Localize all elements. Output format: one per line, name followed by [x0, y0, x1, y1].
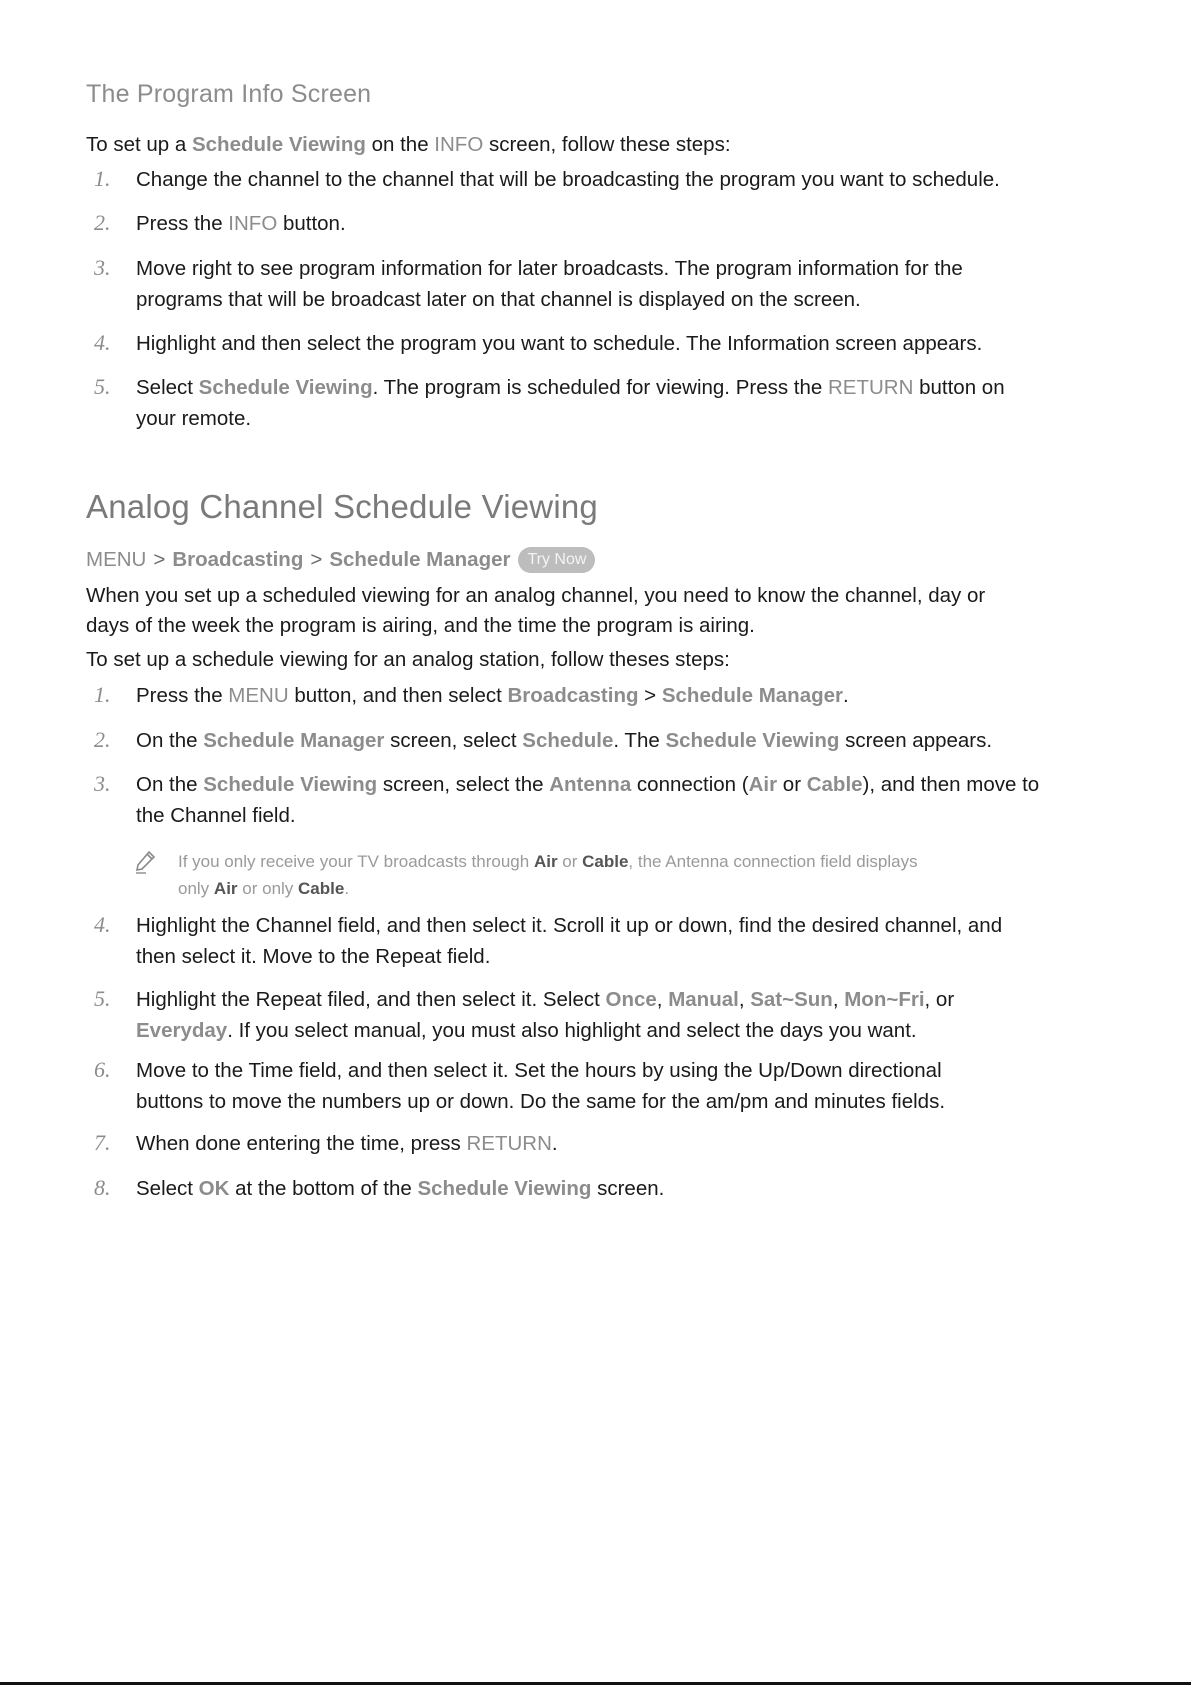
step-text: When done entering the time, press RETURN. — [136, 1132, 558, 1155]
step-number: 1. — [94, 166, 111, 191]
step-text: Highlight the Repeat filed, and then select it. Select Once, Manual, Sat~Sun, Mon~Fri, or Everyday. If you select manual, you must also highlight and select the days you want. — [136, 988, 955, 1042]
step-text: Select OK at the bottom of the Schedule Viewing screen. — [136, 1177, 665, 1200]
schedule-viewing-ref: Schedule Viewing — [191, 133, 366, 156]
step-number: 4. — [94, 330, 111, 355]
page-title: Analog Channel Schedule Viewing — [86, 488, 598, 525]
note-text: If you only receive your TV broadcasts through Air or Cable, the Antenna connection field displays only Air or only Cable. — [178, 852, 918, 898]
step-text: Move to the Time field, and then select it. Set the hours by using the Up/Down directional buttons to move the numbers up or down. Do the same for the am/pm and minutes fields. — [136, 1059, 946, 1113]
step-number: 8. — [94, 1175, 111, 1200]
step-text: Highlight the Channel field, and then select it. Scroll it up or down, find the desired channel, and then select it. Move to the Repeat field. — [136, 914, 1003, 968]
breadcrumb-schedule-manager: Schedule Manager — [329, 548, 511, 571]
step-number: 3. — [94, 771, 111, 796]
step-number: 7. — [94, 1130, 111, 1155]
breadcrumb-separator: > — [153, 548, 166, 571]
step-number: 2. — [94, 210, 111, 235]
section-subtitle: The Program Info Screen — [86, 80, 372, 108]
breadcrumb — [86, 545, 595, 575]
section2-para1: When you set up a scheduled viewing for an analog channel, you need to know the channel, day or days of the week the program is airing, and the time the program is airing. — [86, 584, 986, 637]
step-text: Press the INFO button. — [136, 212, 346, 235]
step-number: 5. — [94, 374, 111, 399]
step-number: 5. — [94, 986, 111, 1011]
step-number: 4. — [94, 912, 111, 937]
section2-para2: To set up a schedule viewing for an analog station, follow theses steps: — [86, 648, 730, 671]
info-ref: INFO — [434, 133, 484, 156]
breadcrumb-separator: > — [310, 548, 323, 571]
step-number: 6. — [94, 1057, 111, 1082]
step-text: Move right to see program information for later broadcasts. The program information for the programs that will be broadcast later on that channel is displayed on the screen. — [136, 257, 963, 311]
step-number: 2. — [94, 727, 111, 752]
step-text: Press the MENU button, and then select Broadcasting > Schedule Manager. — [136, 684, 849, 707]
pencil-icon — [134, 850, 156, 874]
step-text: Select Schedule Viewing. The program is scheduled for viewing. Press the RETURN button on your remote. — [136, 376, 1005, 430]
step-number: 1. — [94, 682, 111, 707]
step-text: Highlight and then select the program you want to schedule. The Information screen appears. — [136, 332, 983, 355]
section1-intro: To set up a Schedule Viewing on the INFO screen, follow these steps: — [86, 133, 731, 156]
breadcrumb-menu: MENU — [86, 548, 147, 571]
breadcrumb-broadcasting: Broadcasting — [172, 548, 304, 571]
step-text: On the Schedule Manager screen, select Schedule. The Schedule Viewing screen appears. — [136, 729, 993, 752]
step-number: 3. — [94, 255, 111, 280]
step-text: Change the channel to the channel that will be broadcasting the program you want to schedule. — [136, 168, 1000, 191]
try-now-button[interactable]: Try Now — [518, 547, 595, 573]
step-text: On the Schedule Viewing screen, select the Antenna connection (Air or Cable), and then move to the Channel field. — [136, 773, 1040, 827]
